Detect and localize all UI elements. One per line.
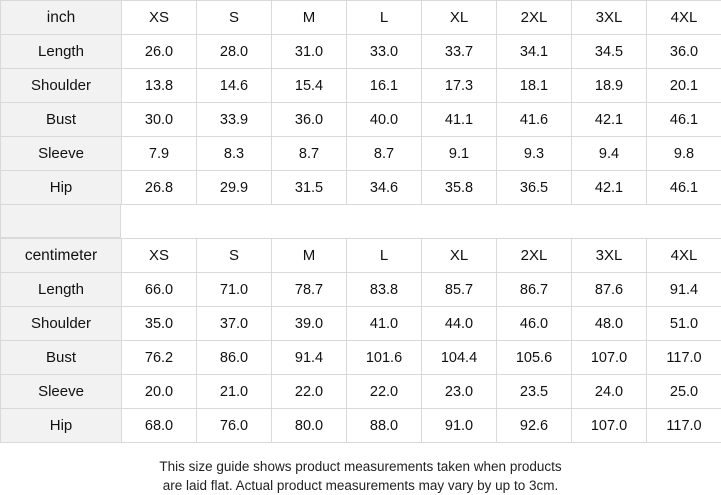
separator-cell — [0, 205, 121, 238]
cell: 20.0 — [122, 375, 197, 409]
measure-label-bust: Bust — [1, 341, 122, 375]
table-row — [1, 137, 721, 171]
cell: 86.7 — [497, 273, 572, 307]
cell: 35.0 — [122, 307, 197, 341]
table-row — [1, 171, 721, 205]
cell: 71.0 — [197, 273, 272, 307]
cell: 80.0 — [272, 409, 347, 443]
cell: 101.6 — [347, 341, 422, 375]
cell: 48.0 — [572, 307, 647, 341]
cell: 42.1 — [572, 103, 647, 137]
cell: 8.7 — [347, 137, 422, 171]
cell: 8.7 — [272, 137, 347, 171]
cell: 41.0 — [347, 307, 422, 341]
cell: 91.4 — [272, 341, 347, 375]
note-line-1: This size guide shows product measurements taken when products — [0, 457, 721, 476]
cell: 34.5 — [572, 35, 647, 69]
size-header-s: S — [197, 239, 272, 273]
size-header-m: M — [272, 239, 347, 273]
size-header-2xl: 2XL — [497, 1, 572, 35]
size-header-xl: XL — [422, 239, 497, 273]
cell: 22.0 — [347, 375, 422, 409]
cell: 34.1 — [497, 35, 572, 69]
size-header-4xl: 4XL — [647, 239, 721, 273]
cell: 31.5 — [272, 171, 347, 205]
cell: 33.7 — [422, 35, 497, 69]
cell: 68.0 — [122, 409, 197, 443]
cell: 92.6 — [497, 409, 572, 443]
cell: 35.8 — [422, 171, 497, 205]
cell: 31.0 — [272, 35, 347, 69]
table-row — [1, 273, 721, 307]
size-header-l: L — [347, 239, 422, 273]
cell: 105.6 — [497, 341, 572, 375]
cell: 15.4 — [272, 69, 347, 103]
cell: 18.9 — [572, 69, 647, 103]
cell: 34.6 — [347, 171, 422, 205]
cell: 41.1 — [422, 103, 497, 137]
cell: 23.5 — [497, 375, 572, 409]
table-row — [1, 69, 721, 103]
cell: 7.9 — [122, 137, 197, 171]
table-header-row — [1, 239, 721, 273]
size-header-3xl: 3XL — [572, 1, 647, 35]
table-row — [1, 103, 721, 137]
cell: 33.0 — [347, 35, 422, 69]
cell: 9.3 — [497, 137, 572, 171]
table-header-row — [1, 1, 721, 35]
cell: 76.0 — [197, 409, 272, 443]
cell: 46.1 — [647, 103, 721, 137]
cell: 85.7 — [422, 273, 497, 307]
cell: 17.3 — [422, 69, 497, 103]
cell: 21.0 — [197, 375, 272, 409]
cell: 25.0 — [647, 375, 721, 409]
table-row — [1, 375, 721, 409]
cell: 26.0 — [122, 35, 197, 69]
cell: 36.0 — [272, 103, 347, 137]
cell: 51.0 — [647, 307, 721, 341]
unit-label-inch: inch — [1, 1, 122, 35]
size-header-3xl: 3XL — [572, 239, 647, 273]
size-header-xl: XL — [422, 1, 497, 35]
cell: 78.7 — [272, 273, 347, 307]
size-header-s: S — [197, 1, 272, 35]
measure-label-sleeve: Sleeve — [1, 137, 122, 171]
cell: 13.8 — [122, 69, 197, 103]
cell: 87.6 — [572, 273, 647, 307]
cell: 8.3 — [197, 137, 272, 171]
cell: 9.8 — [647, 137, 721, 171]
cell: 36.5 — [497, 171, 572, 205]
cell: 16.1 — [347, 69, 422, 103]
cell: 42.1 — [572, 171, 647, 205]
cell: 46.0 — [497, 307, 572, 341]
cell: 9.4 — [572, 137, 647, 171]
measure-label-hip: Hip — [1, 409, 122, 443]
table-row — [1, 35, 721, 69]
table-row — [1, 307, 721, 341]
cell: 83.8 — [347, 273, 422, 307]
cell: 39.0 — [272, 307, 347, 341]
cell: 22.0 — [272, 375, 347, 409]
measure-label-hip: Hip — [1, 171, 122, 205]
cell: 33.9 — [197, 103, 272, 137]
cell: 26.8 — [122, 171, 197, 205]
cell: 28.0 — [197, 35, 272, 69]
measure-label-length: Length — [1, 35, 122, 69]
cell: 91.0 — [422, 409, 497, 443]
size-guide-note — [0, 443, 721, 495]
size-header-xs: XS — [122, 1, 197, 35]
measure-label-bust: Bust — [1, 103, 122, 137]
cell: 37.0 — [197, 307, 272, 341]
separator-blank — [121, 205, 721, 238]
cell: 88.0 — [347, 409, 422, 443]
cell: 44.0 — [422, 307, 497, 341]
measure-label-length: Length — [1, 273, 122, 307]
table-separator — [0, 205, 721, 238]
cell: 18.1 — [497, 69, 572, 103]
cell: 14.6 — [197, 69, 272, 103]
unit-label-centimeter: centimeter — [1, 239, 122, 273]
cell: 76.2 — [122, 341, 197, 375]
cell: 23.0 — [422, 375, 497, 409]
cell: 86.0 — [197, 341, 272, 375]
cell: 46.1 — [647, 171, 721, 205]
cell: 117.0 — [647, 341, 721, 375]
table-row — [1, 341, 721, 375]
size-header-2xl: 2XL — [497, 239, 572, 273]
cell: 20.1 — [647, 69, 721, 103]
size-header-l: L — [347, 1, 422, 35]
measure-label-sleeve: Sleeve — [1, 375, 122, 409]
cell: 9.1 — [422, 137, 497, 171]
note-line-2: are laid flat. Actual product measurements may vary by up to 3cm. — [0, 476, 721, 495]
cell: 41.6 — [497, 103, 572, 137]
size-header-xs: XS — [122, 239, 197, 273]
size-header-4xl: 4XL — [647, 1, 721, 35]
cell: 107.0 — [572, 341, 647, 375]
cell: 66.0 — [122, 273, 197, 307]
cell: 117.0 — [647, 409, 721, 443]
size-header-m: M — [272, 1, 347, 35]
cell: 104.4 — [422, 341, 497, 375]
cell: 107.0 — [572, 409, 647, 443]
cell: 40.0 — [347, 103, 422, 137]
cell: 29.9 — [197, 171, 272, 205]
size-table-centimeter — [0, 238, 721, 443]
size-table-inch — [0, 0, 721, 205]
cell: 36.0 — [647, 35, 721, 69]
cell: 91.4 — [647, 273, 721, 307]
measure-label-shoulder: Shoulder — [1, 69, 122, 103]
table-row — [1, 409, 721, 443]
cell: 24.0 — [572, 375, 647, 409]
cell: 30.0 — [122, 103, 197, 137]
measure-label-shoulder: Shoulder — [1, 307, 122, 341]
